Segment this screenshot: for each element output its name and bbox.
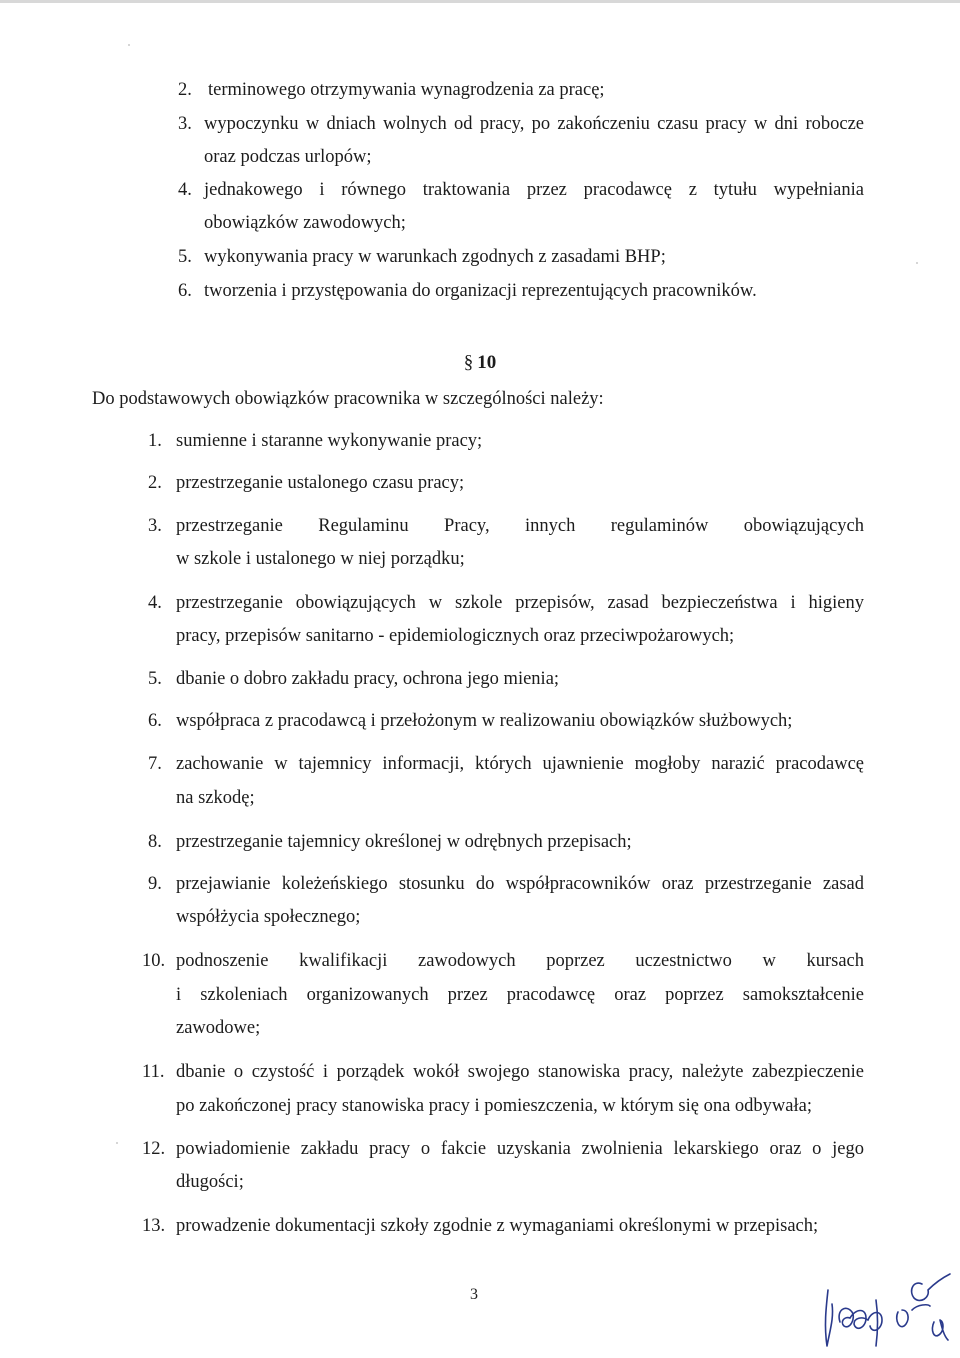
duty-number: 3. [148, 516, 162, 536]
scan-speck [128, 44, 130, 46]
duty-number: 1. [148, 431, 162, 451]
section-lead: Do podstawowych obowiązków pracownika w szczególności należy: [92, 389, 604, 409]
intro-item-text: wykonywania pracy w warunkach zgodnych z zasadami BHP; [204, 247, 666, 267]
duty-text-continuation: zawodowe; [176, 1018, 261, 1038]
duty-text: przestrzeganie tajemnicy określonej w odrębnych przepisach; [176, 832, 632, 852]
duty-number: 8. [148, 832, 162, 852]
duty-number: 4. [148, 593, 162, 613]
duty-text: sumienne i staranne wykonywanie pracy; [176, 431, 483, 451]
duty-text-continuation: w szkole i ustalonego w niej porządku; [176, 549, 465, 569]
handwritten-initials [810, 1260, 960, 1358]
duty-text-continuation: długości; [176, 1172, 244, 1192]
duty-text: przestrzeganie ustalonego czasu pracy; [176, 473, 465, 493]
intro-item-text: tworzenia i przystępowania do organizacji reprezentujących pracowników. [204, 281, 757, 301]
duty-number: 10. [142, 951, 166, 971]
duty-number: 11. [142, 1062, 165, 1082]
scan-speck [916, 262, 918, 264]
duty-text-continuation: na szkodę; [176, 788, 255, 808]
duty-text: zachowanie w tajemnicy informacji, których ujawnienie mogłoby narazić pracodawcę [176, 754, 864, 774]
duty-number: 9. [148, 874, 162, 894]
duty-number: 6. [148, 711, 162, 731]
intro-item-number: 3. [178, 114, 192, 134]
duty-text: przestrzeganie obowiązujących w szkole przepisów, zasad bezpieczeństwa i higieny [176, 593, 864, 613]
duty-text: dbanie o dobro zakładu pracy, ochrona jego mienia; [176, 669, 560, 689]
duty-number: 7. [148, 754, 162, 774]
intro-item-continuation: oraz podczas urlopów; [204, 147, 372, 167]
duty-number: 12. [142, 1139, 166, 1159]
intro-item-text: terminowego otrzymywania wynagrodzenia za pracę; [208, 80, 605, 100]
intro-item-number: 4. [178, 180, 192, 200]
duty-text-continuation: współżycia społecznego; [176, 907, 361, 927]
duty-text: przejawianie koleżeńskiego stosunku do współpracowników oraz przestrzeganie zasad [176, 874, 864, 894]
duty-text: współpraca z pracodawcą i przełożonym w realizowaniu obowiązków służbowych; [176, 711, 793, 731]
duty-text: dbanie o czystość i porządek wokół swojego stanowiska pracy, należyte zabezpieczenie [176, 1062, 864, 1082]
duty-number: 5. [148, 669, 162, 689]
duty-text-continuation: pracy, przepisów sanitarno - epidemiologicznych oraz przeciwpożarowych; [176, 626, 735, 646]
intro-item-continuation: obowiązków zawodowych; [204, 213, 406, 233]
duty-number: 13. [142, 1216, 166, 1236]
duty-text-continuation: po zakończonej pracy stanowiska pracy i pomieszczenia, w którym się ona odbywała; [176, 1096, 812, 1116]
duty-text-continuation: i szkoleniach organizowanych przez pracodawcę oraz poprzez samokształcenie [176, 985, 864, 1005]
intro-item-text: jednakowego i równego traktowania przez pracodawcę z tytułu wypełniania [204, 180, 864, 200]
duty-text: prowadzenie dokumentacji szkoły zgodnie z wymaganiami określonymi w przepisach; [176, 1216, 819, 1236]
intro-item-number: 6. [178, 281, 192, 301]
intro-item-number: 2. [178, 80, 192, 100]
duty-text: przestrzeganie Regulaminu Pracy, innych regulaminów obowiązujących [176, 516, 864, 536]
page-number: 3 [470, 1286, 478, 1303]
duty-number: 2. [148, 473, 162, 493]
intro-item-number: 5. [178, 247, 192, 267]
scan-speck [116, 1142, 118, 1144]
section-heading [0, 351, 960, 375]
intro-item-text: wypoczynku w dniach wolnych od pracy, po zakończeniu czasu pracy w dni robocze [204, 114, 864, 134]
duty-text: powiadomienie zakładu pracy o fakcie uzyskania zwolnienia lekarskiego oraz o jego [176, 1139, 864, 1159]
section-symbol: § [463, 352, 474, 373]
duty-text: podnoszenie kwalifikacji zawodowych poprzez uczestnictwo w kursach [176, 951, 864, 971]
section-number: 10 [477, 352, 497, 373]
